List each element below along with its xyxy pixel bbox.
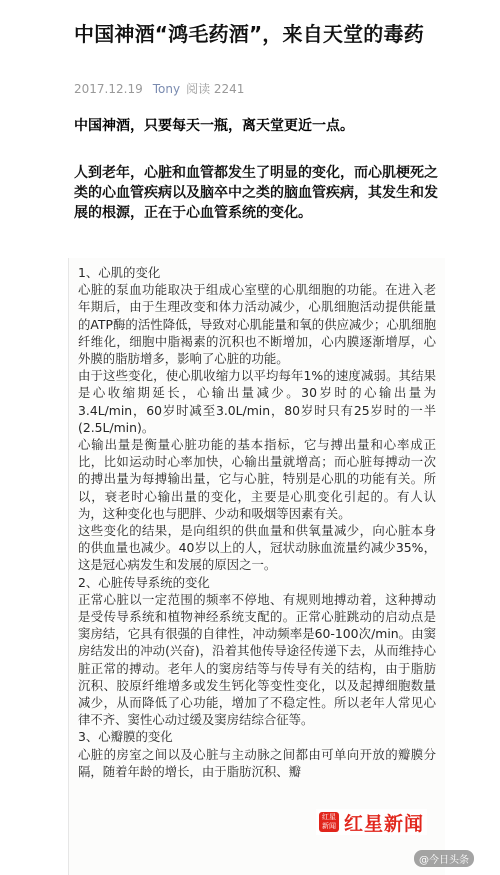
- scanned-text: [78, 264, 436, 780]
- section-heading: 2、心脏传导系统的变化: [78, 574, 210, 590]
- publish-date: 2017.12.19: [74, 82, 143, 96]
- source-watermark: @今日头条: [414, 850, 474, 867]
- body-paragraph: 心脏的房室之间以及心脏与主动脉之间都由可单向开放的瓣膜分隔，随着年龄的增长，由于脂肪沉积、瓣: [78, 746, 436, 779]
- body-paragraph: 心脏的泵血功能取决于组成心室壁的心肌细胞的功能。在进入老年期后，由于生理改变和体力活动减少，心肌细胞活动提供能量的ATP酶的活性降低，导致对心肌能量和氧的供应减少；心肌细胞纤维化，细胞中脂褐素的沉积也不断增加，心内膜逐渐增厚，心外膜的脂肪增多，影响了心脏的功能。: [78, 282, 436, 367]
- article-title: 中国神酒“鸿毛药酒”，来自天堂的毒药: [74, 22, 424, 46]
- body-paragraph: 由于这些变化，使心肌收缩力以平均每年1%的速度减弱。其结果是心收缩期延长，心输出量减少。30岁时的心输出量为3.4L/min，60岁时减至3.0L/min，80岁时只有25岁时的一半(2.5L/min)。: [78, 368, 436, 435]
- intro-paragraph: 人到老年，心脏和血管都发生了明显的变化，而心肌梗死之类的心血管疾病以及脑卒中之类的脑血管疾病，其发生和发展的根源，正在于心血管系统的变化。: [74, 165, 438, 221]
- body-paragraph: 心输出量是衡量心脏功能的基本指标，它与搏出量和心率成正比，比如运动时心率加快，心输出量就增高；而心脏每搏动一次的搏出量为每搏输出量，它与心脏，特别是心肌的功能有关。所以，衰老时心输出量的变化，主要是心肌变化引起的。有人认为，这种变化也与肥胖、少动和吸烟等因素有关。: [78, 437, 436, 521]
- read-count: 阅读 2241: [186, 82, 245, 96]
- brand-watermark: [316, 809, 427, 835]
- body-paragraph: 正常心脏以一定范围的频率不停地、有规则地搏动着，这种搏动是受传导系统和植物神经系统支配的。正常心脏跳动的启动点是窦房结，它具有很强的自律性，冲动频率是60-100次/min。由窦房结发出的冲动(兴奋)，沿着其他传导途径传递下去，从而维持心脏正常的搏动。老年人的窦房结等与传导有关的结构，由于脂肪沉积、胶原纤维增多或发生钙化等变性变化，以及起搏细胞数量减少，从而降低了心功能，增加了不稳定性。所以老年人常见心律不齐、窦性心动过缓及窦房结综合征等。: [78, 591, 436, 728]
- brand-name: 红星新闻: [344, 812, 425, 835]
- author-link[interactable]: Tony: [152, 82, 181, 96]
- section-heading: 3、心瓣膜的变化: [78, 729, 173, 745]
- lead-sentence: 中国神酒，只要每天一瓶，离天堂更近一点。: [74, 118, 354, 134]
- brand-logo-icon: 红星 新闻: [319, 812, 339, 832]
- section-heading: 1、心肌的变化: [78, 265, 161, 280]
- article-meta: [74, 80, 244, 97]
- body-paragraph: 这些变化的结果，是向组织的供血量和供氧量减少，向心脏本身的供血量也减少。40岁以上的人，冠状动脉血流量约减少35%，这是冠心病发生和发展的原因之一。: [78, 523, 436, 573]
